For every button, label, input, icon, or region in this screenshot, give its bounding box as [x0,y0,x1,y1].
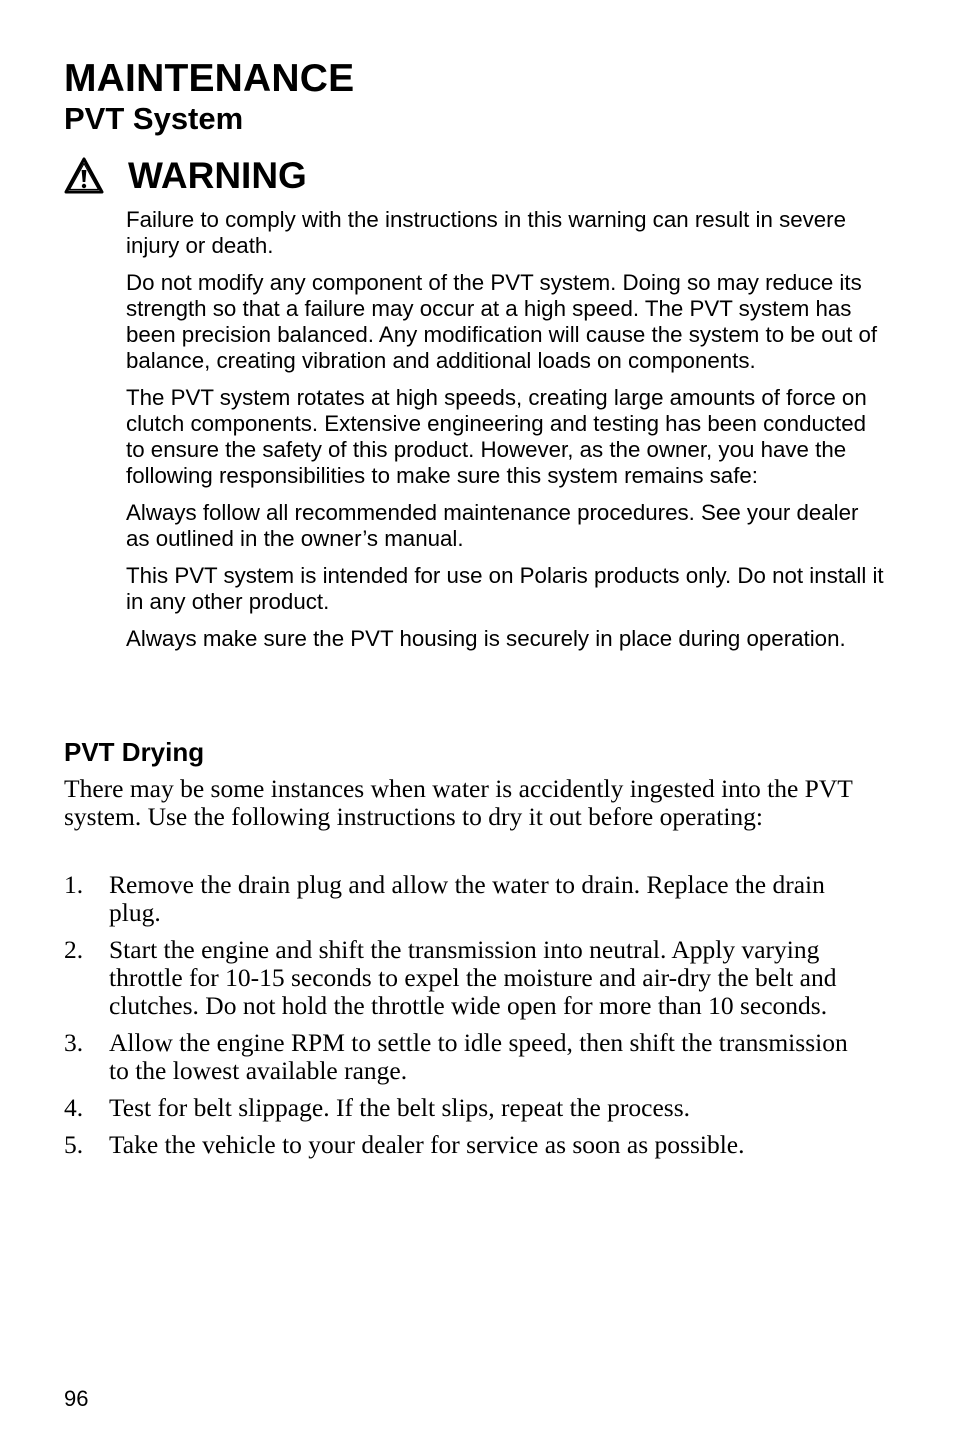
step-text: Allow the engine RPM to settle to idle speed, then shift the transmission to the lowest available range. [109,1028,848,1085]
warning-title: WARNING [128,155,307,196]
list-item [64,1131,864,1159]
pvt-drying-heading: PVT Drying [64,737,205,767]
step-text: Start the engine and shift the transmission into neutral. Apply varying throttle for 10-15 seconds to expel the moisture and air-dry the belt and clutches. Do not hold the throttle wide open for more than 10 seconds. [109,935,837,1020]
warning-header [64,152,307,200]
drying-steps-list [64,871,864,1168]
warning-paragraph: The PVT system rotates at high speeds, creating large amounts of force on clutch components. Extensive engineering and testing has been conducted to ensure the safety of this product. However, as the owner, you have the following responsibilities to make sure this system remains safe: [126,385,867,488]
list-item [64,936,864,1020]
list-item [64,1094,864,1122]
list-item [64,1029,864,1085]
step-text: Remove the drain plug and allow the water to drain. Replace the drain plug. [109,870,825,927]
page-number: 96 [64,1386,89,1411]
step-number: 1. [64,870,84,899]
list-item [64,871,864,927]
warning-paragraph: Always make sure the PVT housing is securely in place during operation. [126,626,846,651]
step-number: 5. [64,1130,84,1159]
warning-paragraph: Do not modify any component of the PVT system. Doing so may reduce its strength so that a failure may occur at a high speed. The PVT system has been precision balanced. Any modification will cause the system to be out of balance, creating vibration and additional loads on components. [126,270,878,373]
warning-paragraph: This PVT system is intended for use on Polaris products only. Do not install it in any other product. [126,563,884,614]
section-title: MAINTENANCE [64,57,355,100]
step-text: Take the vehicle to your dealer for service as soon as possible. [109,1130,745,1159]
warning-body [126,207,886,663]
step-number: 2. [64,935,84,964]
pvt-drying-intro: There may be some instances when water is accidently ingested into the PVT system. Use the following instructions to dry it out before operating: [64,774,853,831]
warning-paragraph: Failure to comply with the instructions in this warning can result in severe injury or death. [126,207,847,258]
step-number: 3. [64,1028,84,1057]
warning-paragraph: Always follow all recommended maintenance procedures. See your dealer as outlined in the owner’s manual. [126,500,859,551]
warning-triangle-icon [64,156,104,196]
subsection-title: PVT System [64,101,244,136]
step-text: Test for belt slippage. If the belt slips, repeat the process. [109,1093,690,1122]
step-number: 4. [64,1093,84,1122]
